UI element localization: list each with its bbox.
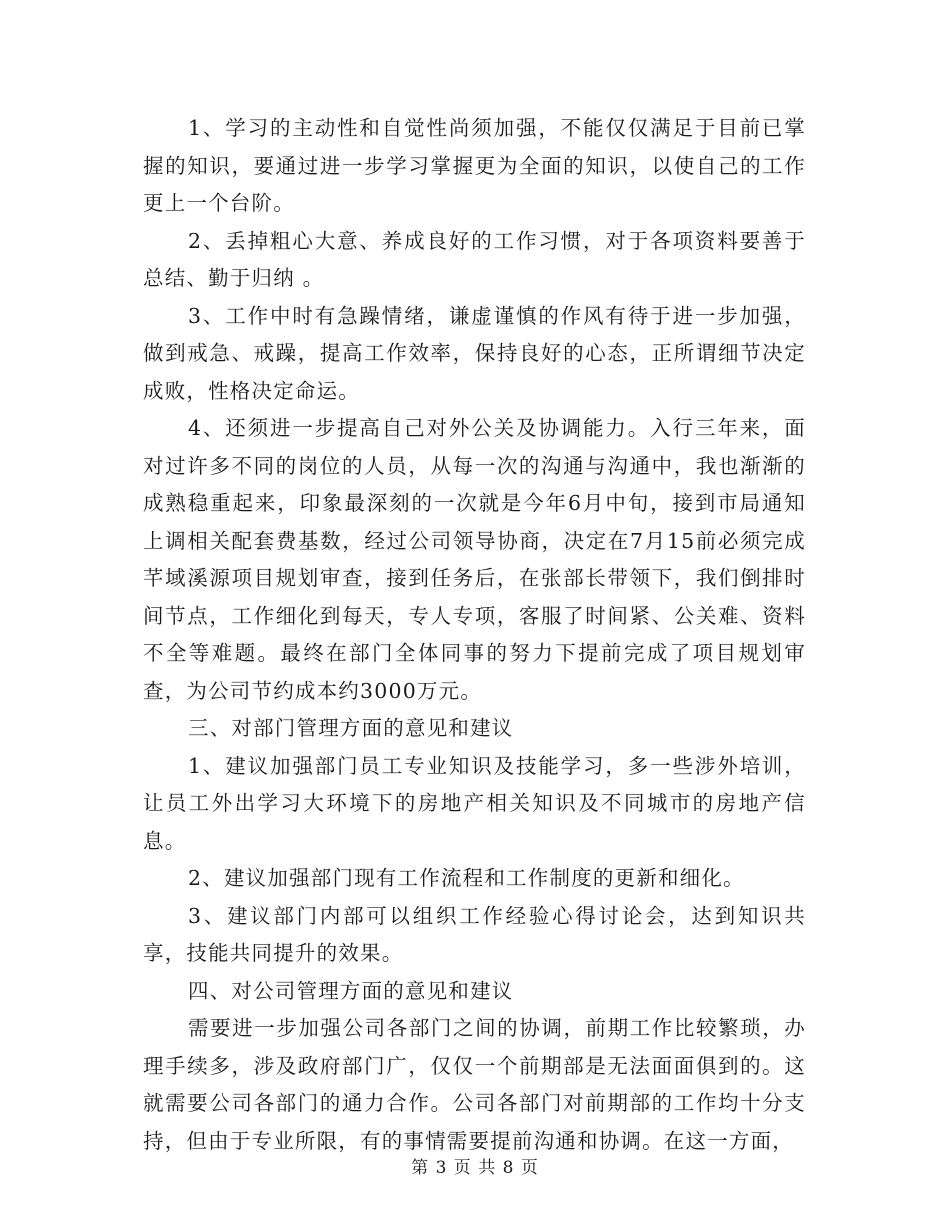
paragraph-work-habits: 2、丢掉粗心大意、养成良好的工作习惯，对于各项资料要善于总结、勤于归纳 。 [143,228,806,290]
paragraph-company-suggestion: 需要进一步加强公司各部门之间的协调，前期工作比较繁琐，办理手续多，涉及政府部门广，仅仅一个前期部是无法面面俱到的。这就需要公司各部门的通力合作。公司各部门对前期部的工作均十分支持，但由于专业所限，有的事情需要提前沟通和协调。在这一方面， [143,1016,806,1153]
section-heading-department: 三、对部门管理方面的意见和建议 [188,716,514,740]
paragraph-dept-suggestion-2: 2、建议加强部门现有工作流程和工作制度的更新和细化。 [188,866,745,890]
section-heading-company: 四、对公司管理方面的意见和建议 [188,978,514,1003]
document-body [143,110,806,1160]
paragraph-dept-suggestion-3: 3、建议部门内部可以组织工作经验心得讨论会，达到知识共享，技能共同提升的效果。 [143,903,806,965]
paragraph-coordination: 4、还须进一步提高自己对外公关及协调能力。入行三年来，面对过许多不同的岗位的人员，从每一次的沟通与沟通中，我也渐渐的成熟稳重起来，印象最深刻的一次就是今年6月中旬，接到市局通知上调相关配套费基数，经过公司领导协商，决定在7月15前必须完成芊域溪源项目规划审查，接到任务后，在张部长带领下，我们倒排时间节点，工作细化到每天，专人专项，客服了时间紧、公关难、资料不全等难题。最终在部门全体同事的努力下提前完成了项目规划审查，为公司节约成本约3000万元。 [143,416,806,703]
paragraph-improve-learning: 1、学习的主动性和自觉性尚须加强，不能仅仅满足于目前已掌握的知识，要通过进一步学习掌握更为全面的知识，以使自己的工作更上一个台阶。 [143,116,806,215]
page-number-footer: 第 3 页 共 8 页 [411,1158,539,1178]
paragraph-temperament: 3、工作中时有急躁情绪，谦虚谨慎的作风有待于进一步加强，做到戒急、戒躁，提高工作效率，保持良好的心态，正所谓细节决定成败，性格决定命运。 [143,303,806,403]
paragraph-dept-suggestion-1: 1、建议加强部门员工专业知识及技能学习，多一些涉外培训，让员工外出学习大环境下的房地产相关知识及不同城市的房地产信息。 [143,753,806,853]
